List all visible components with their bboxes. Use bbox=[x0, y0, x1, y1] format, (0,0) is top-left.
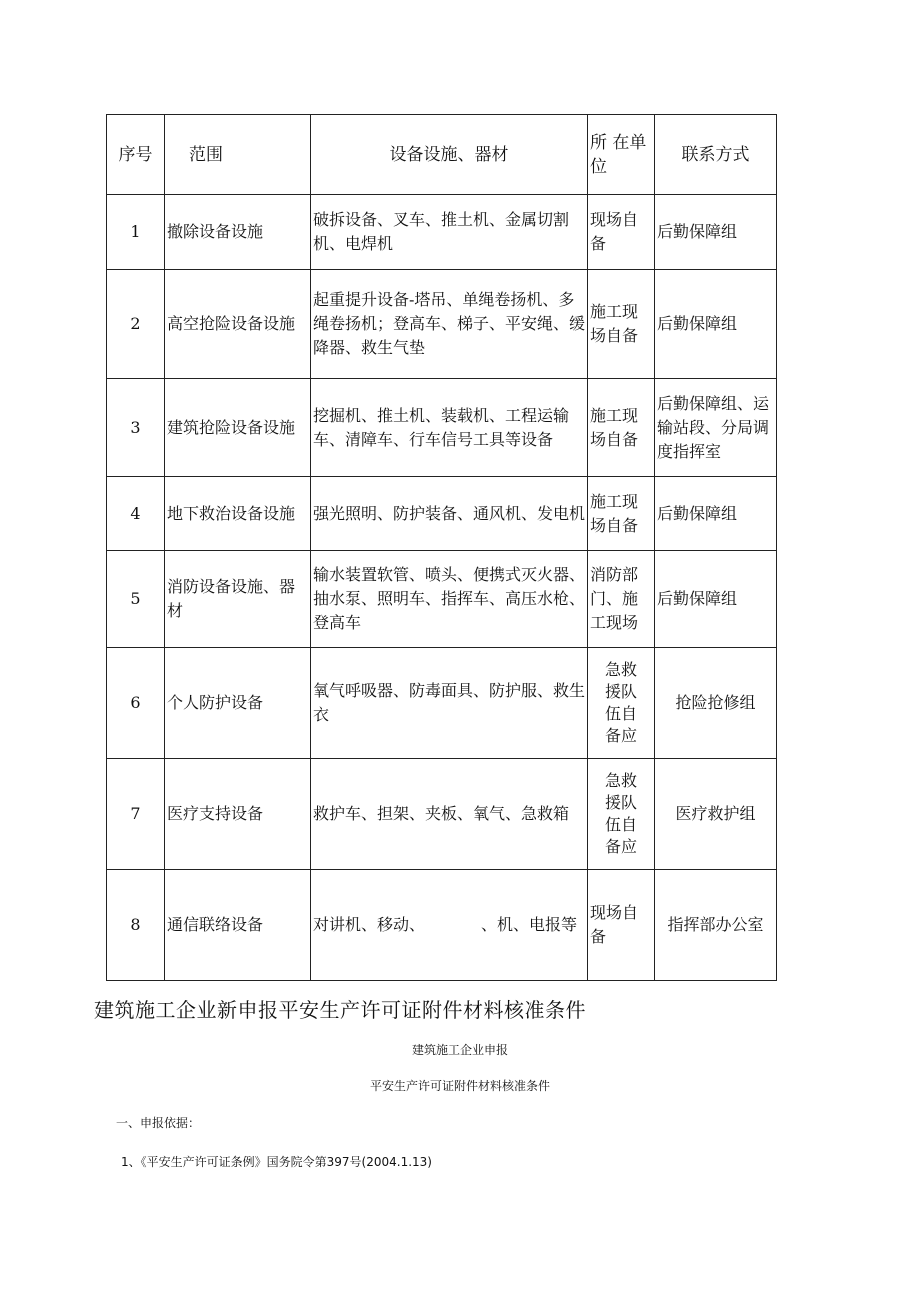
table-row bbox=[107, 195, 777, 270]
row-unit: 施工现场自备 bbox=[588, 270, 655, 379]
table-row bbox=[107, 759, 777, 870]
row-no: 8 bbox=[107, 870, 165, 981]
row-unit: 消防部门、施工现场 bbox=[588, 551, 655, 648]
row-unit: 急救援队伍自备应 bbox=[604, 771, 637, 856]
subtitle-line-2: 平安生产许可证附件材料核准条件 bbox=[369, 1079, 550, 1093]
row-no: 2 bbox=[107, 270, 165, 379]
header-unit: 所 在单位 bbox=[588, 115, 655, 195]
header-scope: 范围 bbox=[165, 115, 311, 195]
row-contact: 医疗救护组 bbox=[655, 759, 777, 870]
row-scope: 通信联络设备 bbox=[165, 870, 311, 981]
row-no: 3 bbox=[107, 379, 165, 477]
row-equipment: 起重提升设备-塔吊、单绳卷扬机、多绳卷扬机；登高车、梯子、平安绳、缓降器、救生气垫 bbox=[311, 270, 588, 379]
row-equipment: 挖掘机、推土机、装载机、工程运输车、清障车、行车信号工具等设备 bbox=[311, 379, 588, 477]
row-scope: 医疗支持设备 bbox=[165, 759, 311, 870]
document-title: 建筑施工企业新申报平安生产许可证附件材料核准条件 bbox=[94, 998, 586, 1022]
row-equipment: 强光照明、防护装备、通风机、发电机 bbox=[311, 477, 588, 551]
table-header-row bbox=[107, 115, 777, 195]
row-contact: 后勤保障组 bbox=[655, 270, 777, 379]
table-row bbox=[107, 270, 777, 379]
row-no: 5 bbox=[107, 551, 165, 648]
table-row bbox=[107, 379, 777, 477]
row-equipment: 对讲机、移动、 、机、电报等 bbox=[311, 870, 588, 981]
row-unit: 施工现场自备 bbox=[588, 477, 655, 551]
row-scope: 建筑抢险设备设施 bbox=[165, 379, 311, 477]
row-no: 6 bbox=[107, 648, 165, 759]
row-no: 7 bbox=[107, 759, 165, 870]
row-no: 4 bbox=[107, 477, 165, 551]
header-equipment: 设备设施、器材 bbox=[311, 115, 588, 195]
row-scope: 地下救治设备设施 bbox=[165, 477, 311, 551]
row-scope: 个人防护设备 bbox=[165, 648, 311, 759]
table-row bbox=[107, 477, 777, 551]
row-scope: 消防设备设施、器材 bbox=[165, 551, 311, 648]
row-unit: 现场自备 bbox=[588, 195, 655, 270]
row-scope: 高空抢险设备设施 bbox=[165, 270, 311, 379]
row-equipment: 输水装置软管、喷头、便携式灭火器、抽水泵、照明车、指挥车、高压水枪、登高车 bbox=[311, 551, 588, 648]
list-item: 1、《平安生产许可证条例》国务院令第397号(2004.1.13) bbox=[121, 1155, 432, 1169]
table-row bbox=[107, 551, 777, 648]
row-unit: 急救援队伍自备应 bbox=[604, 660, 637, 745]
row-scope: 撤除设备设施 bbox=[165, 195, 311, 270]
table-row bbox=[107, 870, 777, 981]
row-equipment: 氧气呼吸器、防毒面具、防护服、救生衣 bbox=[311, 648, 588, 759]
row-no: 1 bbox=[107, 195, 165, 270]
table-row bbox=[107, 648, 777, 759]
row-contact: 后勤保障组 bbox=[655, 551, 777, 648]
row-contact: 后勤保障组、运输站段、分局调度指挥室 bbox=[655, 379, 777, 477]
row-contact: 后勤保障组 bbox=[655, 477, 777, 551]
header-no: 序号 bbox=[107, 115, 165, 195]
row-unit: 施工现场自备 bbox=[588, 379, 655, 477]
row-contact: 后勤保障组 bbox=[655, 195, 777, 270]
row-contact: 抢险抢修组 bbox=[655, 648, 777, 759]
subtitle-line-1: 建筑施工企业申报 bbox=[411, 1043, 508, 1057]
row-unit: 现场自备 bbox=[588, 870, 655, 981]
section-heading: 一、申报依据： bbox=[116, 1116, 201, 1130]
row-equipment: 救护车、担架、夹板、氧气、急救箱 bbox=[311, 759, 588, 870]
header-contact: 联系方式 bbox=[655, 115, 777, 195]
row-equipment: 破拆设备、叉车、推土机、金属切割机、电焊机 bbox=[311, 195, 588, 270]
emergency-equipment-table bbox=[106, 114, 777, 981]
row-contact: 指挥部办公室 bbox=[655, 870, 777, 981]
